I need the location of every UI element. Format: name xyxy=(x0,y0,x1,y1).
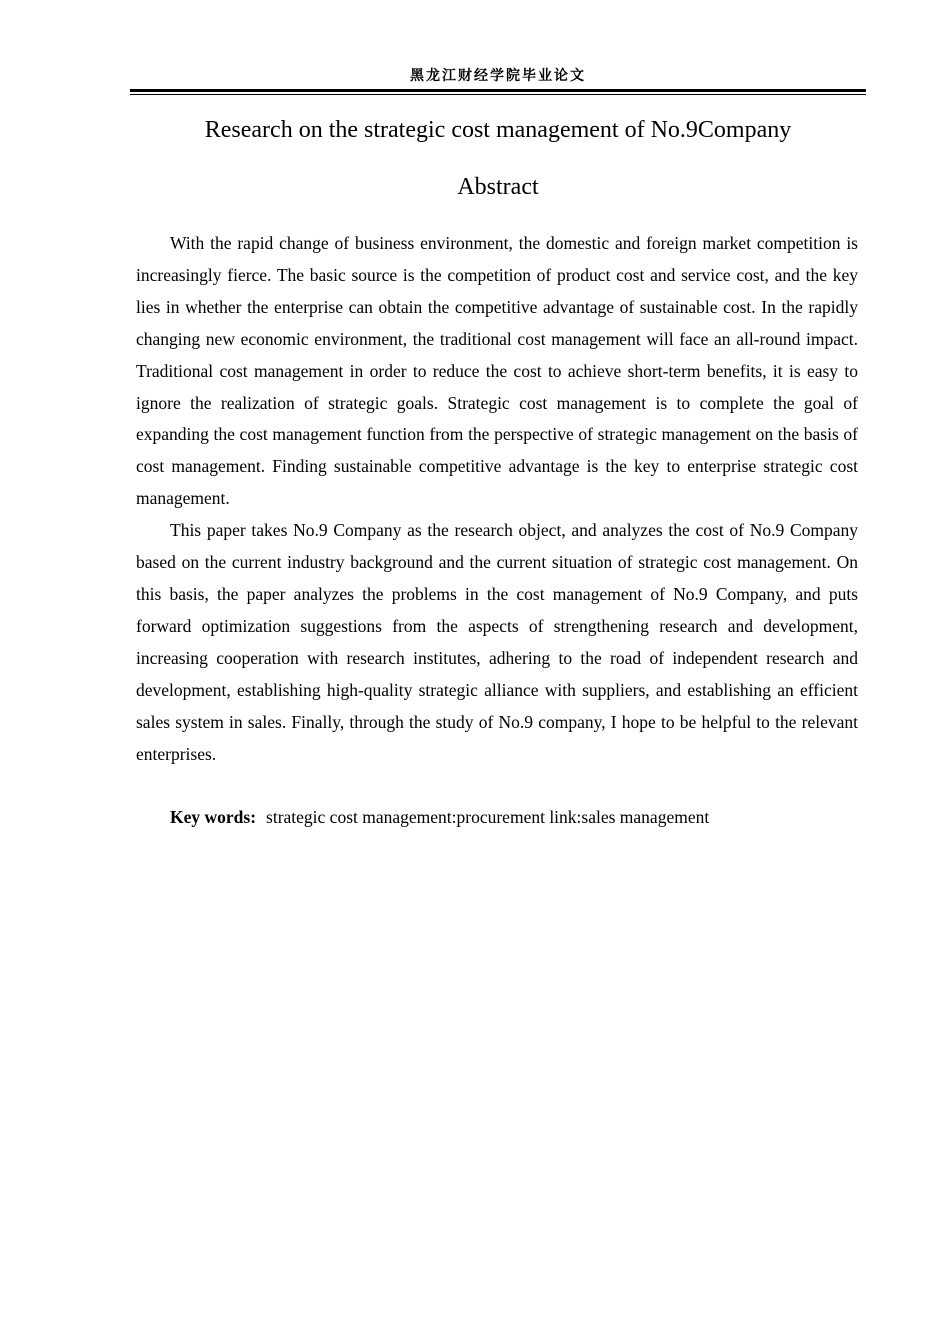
paper-title: Research on the strategic cost management of No.9Company xyxy=(204,117,792,143)
keywords-line xyxy=(170,802,860,834)
header-rule-thick xyxy=(130,89,866,92)
keywords-text: strategic cost management:procurement link:sales management xyxy=(266,807,710,827)
abstract-paragraph-1: With the rapid change of business environment, the domestic and foreign market competition is increasingly fierce. The basic source is the competition of product cost and service cost, and the key lies in whether the enterprise can obtain the competitive advantage of sustainable cost. In the rapidly changing new economic environment, the traditional cost management will face an all-round impact. Traditional cost management in order to reduce the cost to achieve short-term benefits, it is easy to ignore the realization of strategic goals. Strategic cost management is to complete the goal of expanding the cost management function from the perspective of strategic management on the basis of cost management. Finding sustainable competitive advantage is the key to enterprise strategic cost management. xyxy=(136,233,858,509)
running-header: 黑龙江财经学院毕业论文 xyxy=(410,68,586,84)
header-rule-thin xyxy=(130,94,866,95)
abstract-paragraph-2: This paper takes No.9 Company as the research object, and analyzes the cost of No.9 Company based on the current industry background and the current situation of strategic cost management. On this basis, the paper analyzes the problems in the cost management of No.9 Company, and puts forward optimization suggestions from the aspects of strengthening research and development, increasing cooperation with research institutes, adhering to the road of independent research and development, establishing high-quality strategic alliance with suppliers, and establishing an efficient sales system in sales. Finally, through the study of No.9 company, I hope to be helpful to the relevant enterprises. xyxy=(136,520,858,764)
keywords-label: Key words: xyxy=(170,807,257,827)
abstract-heading: Abstract xyxy=(457,174,539,200)
abstract-body xyxy=(136,228,858,770)
